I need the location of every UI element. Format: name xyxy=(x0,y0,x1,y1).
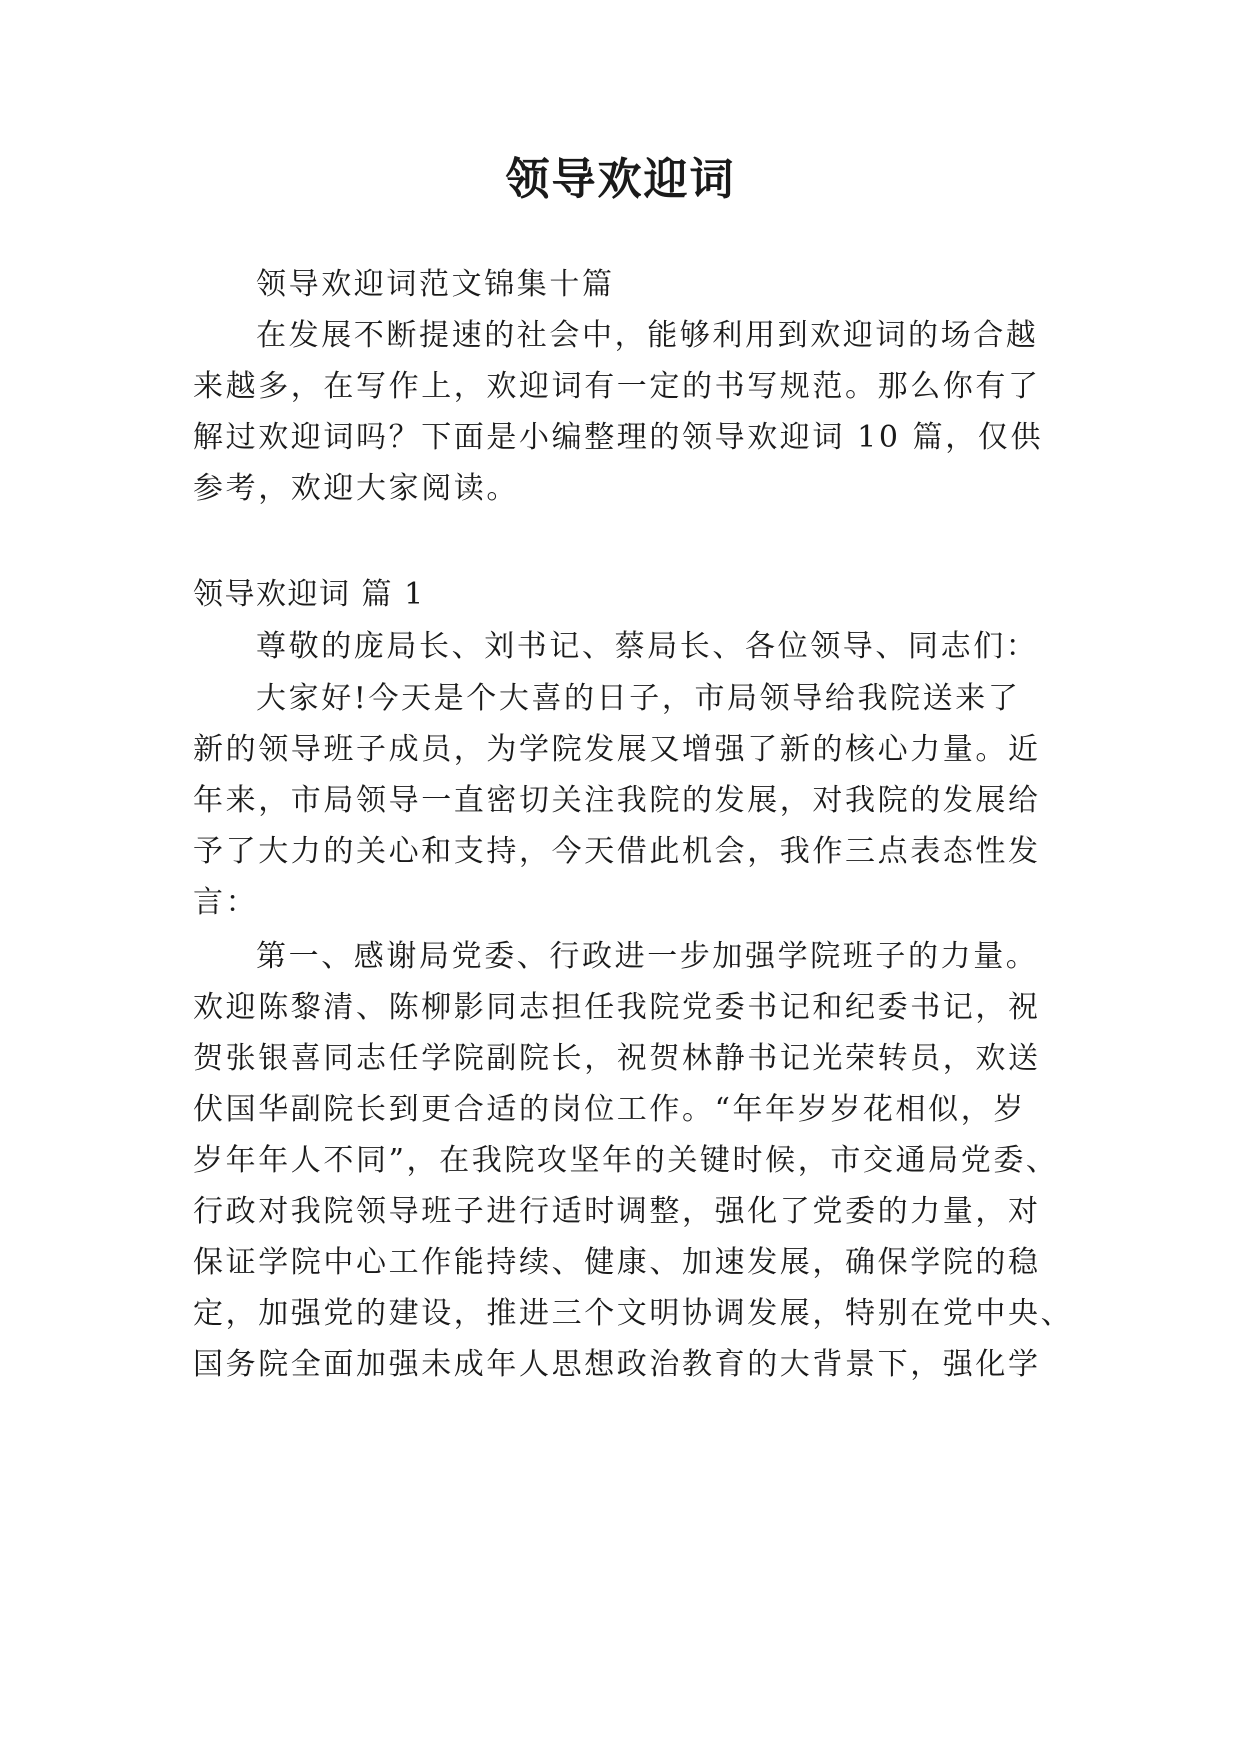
paragraph2-line-2: 欢迎陈黎清、陈柳影同志担任我院党委书记和纪委书记，祝 xyxy=(193,990,1041,1025)
paragraph2-line-5: 岁年年人不同”，在我院攻坚年的关键时候，市交通局党委、 xyxy=(193,1143,1059,1178)
paragraph2-line-4: 伏国华副院长到更合适的岗位工作。“年年岁岁花相似，岁 xyxy=(193,1092,1026,1127)
paragraph1-line-3: 年来，市局领导一直密切关注我院的发展，对我院的发展给 xyxy=(193,783,1041,818)
intro-line-2: 来越多，在写作上，欢迎词有一定的书写规范。那么你有了 xyxy=(193,369,1041,404)
intro-line-3: 解过欢迎词吗？下面是小编整理的领导欢迎词 10 篇，仅供 xyxy=(193,420,1044,455)
document-subtitle: 领导欢迎词范文锦集十篇 xyxy=(256,267,615,302)
paragraph2-line-1: 第一、感谢局党委、行政进一步加强学院班子的力量。 xyxy=(256,939,1039,974)
intro-line-4: 参考，欢迎大家阅读。 xyxy=(193,471,519,506)
paragraph2-line-9: 国务院全面加强未成年人思想政治教育的大背景下，强化学 xyxy=(193,1347,1041,1382)
paragraph1-line-1: 大家好!今天是个大喜的日子，市局领导给我院送来了 xyxy=(256,681,1021,716)
paragraph1-line-2: 新的领导班子成员，为学院发展又增强了新的核心力量。近 xyxy=(193,732,1041,767)
document-title: 领导欢迎词 xyxy=(505,154,736,205)
paragraph2-line-7: 保证学院中心工作能持续、健康、加速发展，确保学院的稳 xyxy=(193,1245,1041,1280)
intro-line-1: 在发展不断提速的社会中，能够利用到欢迎词的场合越 xyxy=(256,318,1039,353)
section-heading: 领导欢迎词 篇 1 xyxy=(193,577,425,612)
salutation: 尊敬的庞局长、刘书记、蔡局长、各位领导、同志们： xyxy=(256,629,1039,664)
paragraph2-line-8: 定，加强党的建设，推进三个文明协调发展，特别在党中央、 xyxy=(193,1296,1074,1331)
paragraph2-line-6: 行政对我院领导班子进行适时调整，强化了党委的力量，对 xyxy=(193,1194,1041,1229)
paragraph1-line-4: 予了大力的关心和支持，今天借此机会，我作三点表态性发 xyxy=(193,834,1041,869)
paragraph2-line-3: 贺张银喜同志任学院副院长，祝贺林静书记光荣转员，欢送 xyxy=(193,1041,1041,1076)
paragraph1-line-5: 言： xyxy=(193,885,259,920)
